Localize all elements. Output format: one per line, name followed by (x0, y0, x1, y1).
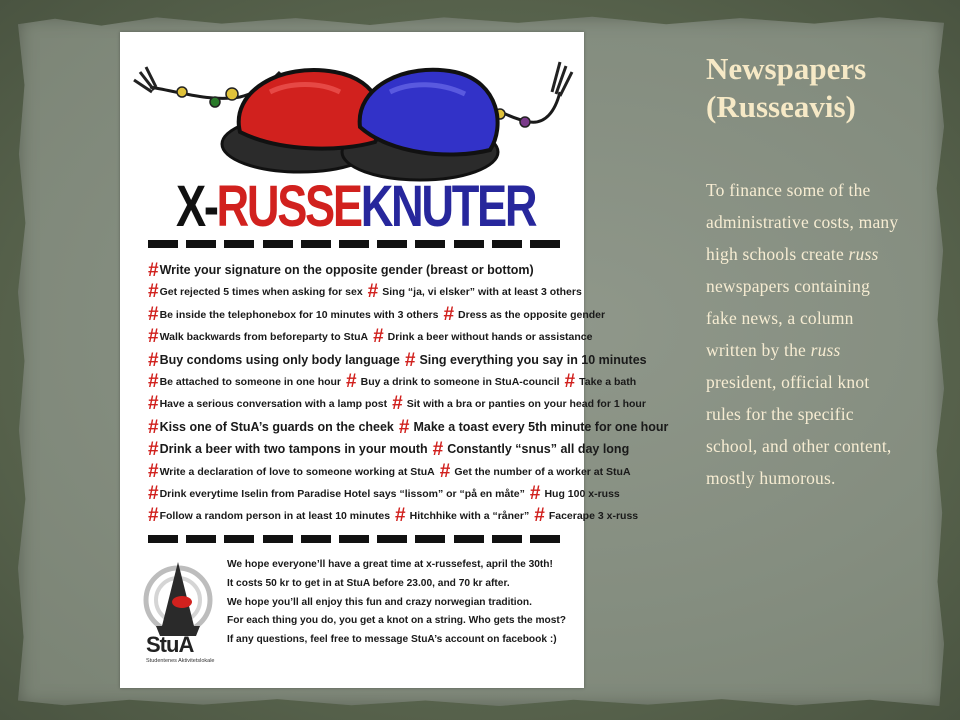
hash-icon: # (346, 370, 357, 392)
slide-body-text (706, 174, 901, 494)
rule-row (148, 281, 582, 303)
body-text-segment: president, official knot rules for the specific school, and other content, mostly humorous. (706, 372, 892, 488)
russ-caps-illustration (120, 32, 584, 192)
hash-icon: # (148, 460, 159, 482)
rule-text: Be attached to someone in one hour (159, 375, 342, 388)
rule-text: Buy condoms using only body language (159, 352, 400, 367)
rule-row (148, 326, 593, 348)
rule-row (148, 460, 631, 483)
hash-icon: # (564, 370, 576, 392)
hash-icon: # (148, 349, 159, 371)
rule-text: Follow a random person in at least 10 minutes (159, 510, 391, 523)
rule-text: Constantly “snus” all day long (447, 442, 630, 457)
poster-title-red: RUSSE (216, 174, 361, 239)
hash-icon: # (148, 303, 159, 325)
poster-title-black: X- (176, 174, 217, 239)
hash-icon: # (439, 460, 451, 482)
rule-text: Sing everything you say in 10 minutes (419, 352, 647, 367)
russeknuter-poster (120, 32, 669, 688)
slide-title (706, 50, 946, 126)
hash-icon: # (148, 393, 159, 415)
dash-divider-bottom (148, 535, 560, 543)
body-text-segment: To finance some of the administrative costs, many high schools create (706, 180, 899, 264)
hash-icon: # (148, 482, 159, 504)
rule-row (148, 303, 606, 326)
slide-title-line1: Newspapers (706, 51, 867, 86)
rule-text: Take a bath (579, 375, 637, 388)
poster-title-blue: KNUTER (360, 174, 536, 239)
rule-text: Walk backwards from beforeparty to StuA (159, 331, 369, 344)
rule-text: Drink a beer without hands or assistance (387, 331, 593, 344)
hash-icon: # (148, 281, 159, 303)
rule-row (148, 393, 646, 415)
hash-icon: # (398, 416, 410, 438)
stua-logo-subtext: Studentenes Aktivitetslokale (146, 658, 215, 664)
info-line: If any questions, feel free to message StuA’s account on facebook :) (227, 634, 557, 646)
rule-row (148, 438, 630, 461)
poster-title (176, 174, 536, 239)
rule-text: Sing “ja, vi elsker” with at least 3 others (382, 286, 582, 299)
info-line: For each thing you do, you get a knot on a string. Who gets the most? (227, 615, 567, 627)
rule-text: Write a declaration of love to someone working at StuA (159, 465, 435, 478)
hash-icon: # (367, 281, 379, 303)
rule-text: Hitchhike with a “råner” (409, 510, 530, 523)
rule-text: Hug 100 x-russ (544, 487, 620, 500)
rule-row (148, 259, 578, 281)
hash-icon: # (404, 349, 416, 371)
hash-icon: # (534, 505, 545, 527)
hash-icon: # (373, 326, 384, 348)
hash-icon: # (395, 505, 406, 527)
hash-icon: # (148, 416, 159, 438)
body-text-segment: russ (810, 340, 841, 360)
rule-text: Be inside the telephonebox for 10 minutes with 3 others (159, 308, 439, 321)
hash-icon: # (148, 370, 159, 392)
rule-row (148, 370, 637, 393)
hash-icon: # (432, 439, 444, 461)
hash-icon: # (148, 439, 159, 461)
rule-text: Dress as the opposite gender (458, 308, 606, 321)
rule-row (148, 349, 647, 371)
rule-text: Write your signature on the opposite gender (breast or bottom) (159, 263, 534, 277)
stua-logo-text: StuA (146, 632, 194, 657)
rule-text: Get the number of a worker at StuA (454, 465, 631, 478)
info-line: We hope everyone’ll have a great time at x-russefest, april the 30th! (227, 559, 553, 570)
rule-text: Sit with a bra or panties on your head for 1 hour (406, 398, 646, 411)
body-text-segment: russ (848, 244, 879, 264)
rule-text: Drink a beer with two tampons in your mouth (159, 442, 428, 457)
hash-icon: # (148, 260, 159, 281)
body-text-segment: newspapers containing fake news, a column written by the (706, 276, 871, 360)
hash-icon: # (148, 326, 159, 348)
rule-row (148, 482, 620, 505)
rule-text: Make a toast every 5th minute for one hour (413, 419, 669, 434)
rule-text: Facerape 3 x-russ (548, 510, 639, 523)
slide-title-line2: (Russeavis) (706, 89, 856, 124)
hash-icon: # (148, 505, 159, 527)
rule-text: Buy a drink to someone in StuA-council (360, 375, 560, 388)
knot-rules-list (148, 259, 669, 528)
info-line: We hope you’ll all enjoy this fun and crazy norwegian tradition. (227, 596, 532, 608)
rule-text: Get rejected 5 times when asking for sex (159, 286, 363, 299)
hash-icon: # (529, 482, 541, 504)
info-line: It costs 50 kr to get in at StuA before 23.00, and 70 kr after. (227, 577, 510, 589)
rule-text: Drink everytime Iselin from Paradise Hotel says “lissom” or “på en måte” (159, 487, 525, 500)
event-info-list (227, 556, 577, 650)
rule-row (148, 416, 669, 438)
hash-icon: # (443, 303, 455, 325)
hash-icon: # (392, 393, 403, 415)
rule-text: Have a serious conversation with a lamp post (159, 398, 388, 411)
dash-divider-top (148, 240, 560, 248)
rule-text: Kiss one of StuA’s guards on the cheek (159, 419, 394, 434)
rule-row (148, 505, 639, 527)
